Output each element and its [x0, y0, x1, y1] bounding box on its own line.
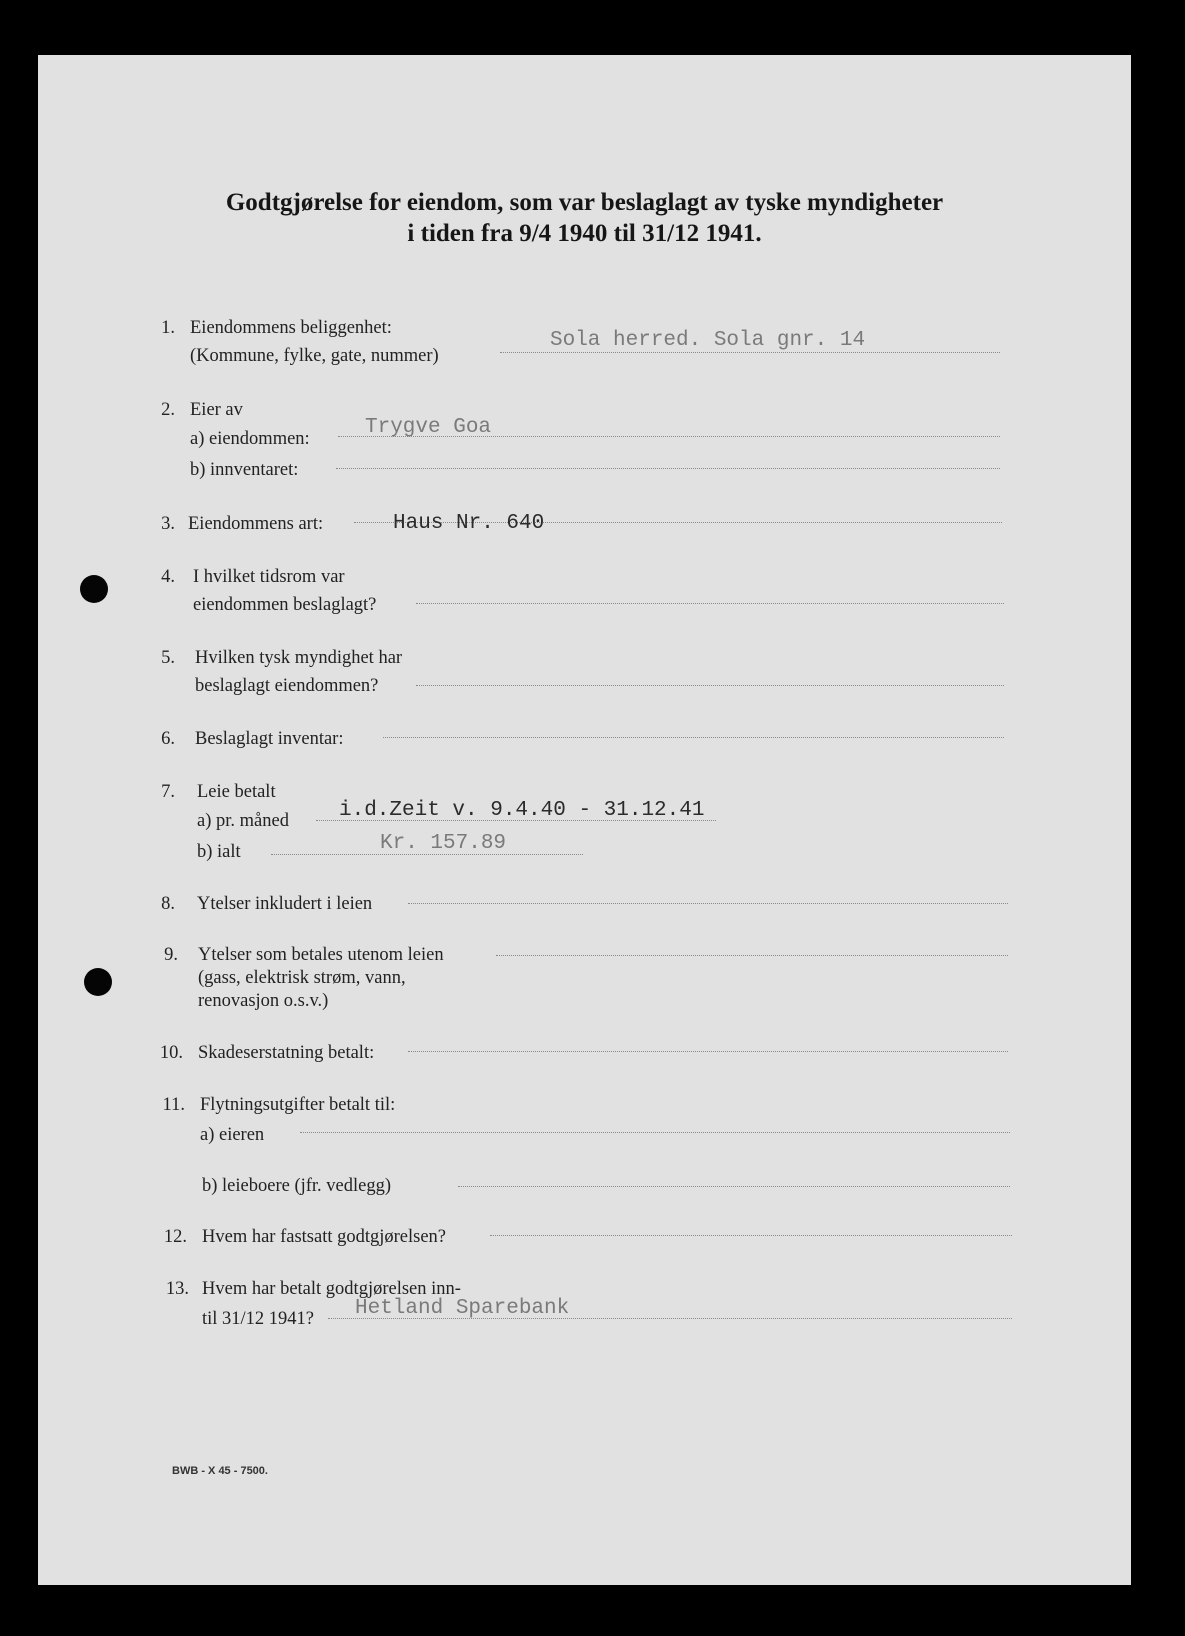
item-12-number: 12. — [163, 1227, 187, 1247]
form-print-code: BWB - X 45 - 7500. — [172, 1465, 268, 1477]
item-13-sublabel: til 31/12 1941? — [202, 1309, 315, 1329]
item-4-number: 4. — [161, 567, 175, 587]
item-13-number: 13. — [165, 1279, 189, 1299]
item-10-number: 10. — [159, 1043, 183, 1063]
item-5-line — [416, 685, 1004, 686]
item-11a-line — [300, 1132, 1010, 1133]
item-3-number: 3. — [161, 514, 175, 534]
item-1-sublabel: (Kommune, fylke, gate, nummer) — [190, 346, 439, 366]
item-8-number: 8. — [161, 894, 175, 914]
item-1-value: Sola herred. Sola gnr. 14 — [550, 329, 866, 352]
item-2b-label: b) innventaret: — [190, 460, 299, 480]
item-9-number: 9. — [164, 945, 178, 965]
item-6-number: 6. — [161, 729, 175, 749]
item-7a-value: i.d.Zeit v. 9.4.40 - 31.12.41 — [339, 799, 705, 822]
item-1-number: 1. — [161, 318, 175, 338]
item-11b-label: b) leieboere (jfr. vedlegg) — [202, 1176, 392, 1196]
item-7-number: 7. — [161, 782, 175, 802]
item-6-line — [383, 737, 1004, 738]
item-1-label: Eiendommens beliggenhet: — [190, 318, 392, 338]
item-13-label: Hvem har betalt godtgjørelsen inn- — [202, 1279, 461, 1299]
item-11-number: 11. — [162, 1095, 185, 1115]
item-2a-label: a) eiendommen: — [190, 429, 310, 449]
item-10-line — [408, 1051, 1008, 1052]
item-9-sublabel-2: renovasjon o.s.v.) — [198, 991, 329, 1011]
item-8-line — [408, 903, 1008, 904]
item-7b-label: b) ialt — [197, 842, 241, 862]
item-4-line — [416, 603, 1004, 604]
form-page — [38, 55, 1131, 1585]
item-7a-label: a) pr. måned — [197, 811, 289, 831]
item-10-label: Skadeserstatning betalt: — [198, 1043, 375, 1063]
item-7-label: Leie betalt — [197, 782, 276, 802]
punch-hole-upper — [80, 575, 108, 603]
item-4-label: I hvilket tidsrom var — [193, 567, 345, 587]
item-3-value: Haus Nr. 640 — [393, 512, 545, 535]
item-9-line — [496, 955, 1008, 956]
item-12-label: Hvem har fastsatt godtgjørelsen? — [202, 1227, 447, 1247]
item-11b-line — [458, 1186, 1010, 1187]
item-11a-label: a) eieren — [200, 1125, 265, 1145]
item-3-label: Eiendommens art: — [188, 514, 324, 534]
item-8-label: Ytelser inkludert i leien — [197, 894, 373, 914]
item-1-line — [500, 352, 1000, 353]
item-11-label: Flytningsutgifter betalt til: — [200, 1095, 396, 1115]
item-5-sublabel: beslaglagt eiendommen? — [195, 676, 379, 696]
item-12-line — [490, 1235, 1012, 1236]
item-9-label: Ytelser som betales utenom leien — [198, 945, 444, 965]
item-5-number: 5. — [161, 648, 175, 668]
item-7b-value: Kr. 157.89 — [380, 832, 507, 855]
item-4-sublabel: eiendommen beslaglagt? — [193, 595, 377, 615]
form-title-line-2: i tiden fra 9/4 1940 til 31/12 1941. — [407, 220, 762, 247]
item-2b-line — [336, 468, 1000, 469]
item-2a-value: Trygve Goa — [365, 416, 492, 439]
item-9-sublabel-1: (gass, elektrisk strøm, vann, — [198, 968, 406, 988]
item-2-number: 2. — [161, 400, 175, 420]
item-6-label: Beslaglagt inventar: — [195, 729, 344, 749]
form-title-line-1: Godtgjørelse for eiendom, som var beslaglagt av tyske myndigheter — [225, 189, 944, 216]
item-2-label: Eier av — [190, 400, 243, 420]
item-13-value: Hetland Sparebank — [355, 1297, 570, 1320]
punch-hole-lower — [84, 968, 112, 996]
item-5-label: Hvilken tysk myndighet har — [195, 648, 403, 668]
